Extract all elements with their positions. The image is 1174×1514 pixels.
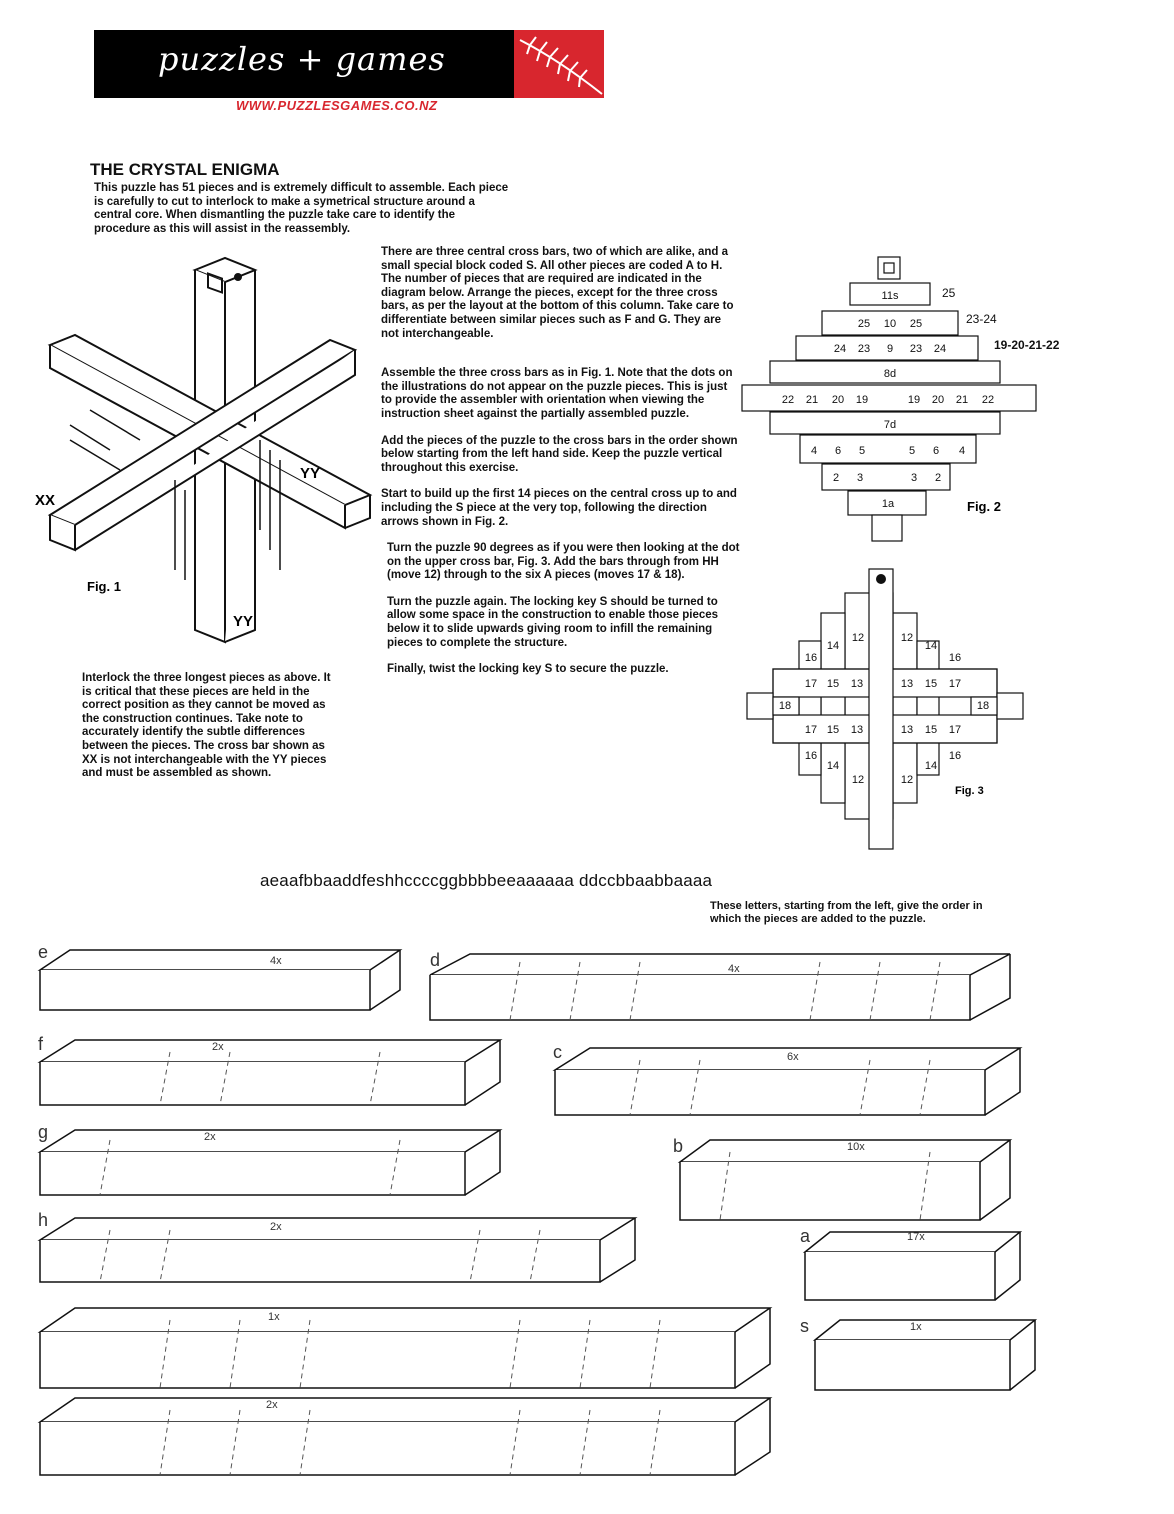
fig2-cell: 10 <box>883 318 897 330</box>
fig2-cell: 5 <box>908 445 916 457</box>
piece-f <box>40 1040 500 1105</box>
piece-code: f <box>38 1034 44 1054</box>
fig2-callout: 25 <box>942 286 956 300</box>
fig3-cell: 13 <box>900 724 914 736</box>
fig3-cell: 17 <box>948 724 962 736</box>
fig2-cell: 4 <box>958 445 966 457</box>
fig2-cell: 5 <box>858 445 866 457</box>
pieces-layout <box>0 940 1174 1500</box>
fig3-cell: 12 <box>851 632 865 644</box>
fig2-cell: 9 <box>886 343 894 355</box>
fig3-cell: 15 <box>924 678 938 690</box>
fig2-cell: 24 <box>833 343 847 355</box>
fig2-cell: 23 <box>909 343 923 355</box>
fig3-cell: 12 <box>900 774 914 786</box>
piece-code: e <box>38 942 49 962</box>
instruction-paragraph: Start to build up the first 14 pieces on the central cross up to and including the S piece at the very top, following the direction arrows shown in Fig. 2. <box>381 488 737 528</box>
fig3-cell: 18 <box>976 700 990 712</box>
fig2-cell: 1a <box>881 498 895 510</box>
fig1-xx-label: XX <box>35 492 56 509</box>
fig2-cell: 11s <box>881 290 899 302</box>
instruction-paragraph: Add the pieces of the puzzle to the cross bars in the order shown below starting from the left hand side. Keep the puzzle vertical throughout this exercise. <box>381 434 738 474</box>
fig2-cell: 2 <box>934 472 942 484</box>
fig2-cell: 3 <box>910 472 918 484</box>
instruction-paragraph: Turn the puzzle 90 degrees as if you were then looking at the dot on the upper cross bar, Fig. 3. Add the bars through from HH (move 12) through to the six A pieces (moves 17 & 18). <box>387 542 740 582</box>
fig3-cell: 17 <box>804 724 818 736</box>
fig3-cell: 16 <box>804 652 818 664</box>
instruction-paragraph: Finally, twist the locking key S to secure the puzzle. <box>387 663 669 676</box>
fig3-cell: 16 <box>948 652 962 664</box>
fig2-cell: 7d <box>883 419 897 431</box>
fig2-cell: 19 <box>855 394 869 406</box>
fig3-cell: 14 <box>924 760 938 772</box>
piece-count: 4x <box>270 955 282 967</box>
fig3-cell: 14 <box>826 640 840 652</box>
website-link[interactable]: WWW.PUZZLESGAMES.CO.NZ <box>236 98 438 113</box>
fig2-cell: 3 <box>856 472 864 484</box>
piece-long-2x <box>40 1398 770 1475</box>
fig2-label: Fig. 2 <box>967 499 1001 514</box>
fig2-cell: 22 <box>981 394 995 406</box>
fig3-cell: 13 <box>900 678 914 690</box>
fig3-cell: 17 <box>948 678 962 690</box>
fig3-cell: 13 <box>850 678 864 690</box>
piece-count: 2x <box>266 1399 278 1411</box>
fig2-cell: 24 <box>933 343 947 355</box>
piece-s <box>815 1320 1035 1390</box>
fig3-cell: 16 <box>948 750 962 762</box>
fig2-cell: 6 <box>834 445 842 457</box>
piece-long-1x <box>40 1308 770 1388</box>
fig2-callout: 23-24 <box>966 312 997 326</box>
fig3-layout-diagram <box>745 565 1035 855</box>
fig2-cell: 2 <box>832 472 840 484</box>
instruction-paragraph: There are three central cross bars, two of which are alike, and a small special block coded S. All other pieces are coded A to H. The number of pieces that are required are indicated in the diagram below. Arrange the pieces, except for the three cross bars, as per the layout at the bottom of this column. Take care to differentiate between similar pieces such as F and G. They are not interchangeable. <box>381 246 734 340</box>
piece-count: 1x <box>268 1311 280 1323</box>
instruction-paragraph: Turn the puzzle again. The locking key S should be turned to allow some space in the construction to enable those pieces below it to slide upwards giving room to infill the remaining pieces to complete the structure. <box>387 595 719 649</box>
assembly-sequence: aeaafbbaaddfeshhccccggbbbbeeaaaaaa ddccbbaabbaaaa <box>260 871 713 890</box>
fig2-cell: 20 <box>831 394 845 406</box>
fig2-cell: 25 <box>857 318 871 330</box>
intro-paragraph: This puzzle has 51 pieces and is extremely difficult to assemble. Each piece is carefully to cut to interlock to make a symetrical structure around a central core. When dismantling the puzzle take care to identify the procedure as this will assist in the reassembly. <box>94 182 509 235</box>
fig2-cell: 19 <box>907 394 921 406</box>
fig3-cell: 14 <box>826 760 840 772</box>
fig3-cell: 15 <box>826 678 840 690</box>
page-title: THE CRYSTAL ENIGMA <box>90 160 280 179</box>
piece-code: g <box>38 1122 49 1142</box>
piece-h <box>40 1218 635 1282</box>
fig2-cell: 4 <box>810 445 818 457</box>
fig3-cell: 18 <box>778 700 792 712</box>
piece-count: 1x <box>910 1321 922 1333</box>
piece-code: h <box>38 1210 49 1230</box>
fig2-cell: 22 <box>781 394 795 406</box>
fig1-label: Fig. 1 <box>87 579 121 594</box>
instruction-paragraph: Assemble the three cross bars as in Fig. 1. Note that the dots on the illustrations do not appear on the puzzle pieces. This is just to provide the assembler with orientation when viewing the instruction sheet against the partially assembled puzzle. <box>381 367 733 420</box>
fig1-crossbars-diagram <box>30 250 375 650</box>
piece-code: d <box>430 950 441 970</box>
fig1-yy-label: YY <box>300 465 321 482</box>
brand-name: puzzles + games <box>158 40 446 78</box>
fig2-callout: 19-20-21-22 <box>994 338 1060 352</box>
fig2-cell: 25 <box>909 318 923 330</box>
sequence-note: These letters, starting from the left, give the order in which the pieces are added to the puzzle. <box>710 900 983 925</box>
fig2-cell: 21 <box>805 394 819 406</box>
fig2-cell: 23 <box>857 343 871 355</box>
fig3-cell: 13 <box>850 724 864 736</box>
piece-count: 2x <box>212 1041 224 1053</box>
fig2-cell: 8d <box>883 368 897 380</box>
instruction-column <box>381 246 741 690</box>
piece-e <box>40 950 400 1010</box>
piece-count: 6x <box>787 1051 799 1063</box>
piece-code: a <box>800 1226 811 1246</box>
piece-count: 2x <box>270 1221 282 1233</box>
fig2-cell: 20 <box>931 394 945 406</box>
fig3-cell: 12 <box>851 774 865 786</box>
fig2-cell: 21 <box>955 394 969 406</box>
piece-count: 17x <box>907 1231 925 1243</box>
fig3-cell: 17 <box>804 678 818 690</box>
piece-count: 4x <box>728 963 740 975</box>
piece-code: c <box>553 1042 562 1062</box>
fig3-cell: 16 <box>804 750 818 762</box>
piece-count: 10x <box>847 1141 865 1153</box>
fig3-cell: 12 <box>900 632 914 644</box>
fig3-cell: 15 <box>826 724 840 736</box>
piece-code: s <box>800 1316 809 1336</box>
fern-icon <box>514 30 604 98</box>
piece-count: 2x <box>204 1131 216 1143</box>
crossbar-note: Interlock the three longest pieces as above. It is critical that these pieces are held in the correct position as they cannot be moved as the construction continues. Take note to accurately identify the subtle differences between the pieces. The cross bar shown as XX is not interchangeable with the YY pieces and must be assembled as shown. <box>82 672 331 780</box>
fig3-label: Fig. 3 <box>955 785 984 797</box>
piece-code: b <box>673 1136 684 1156</box>
fig2-cell: 6 <box>932 445 940 457</box>
fig1-yy-bottom-label: YY <box>233 613 254 630</box>
fig3-cell: 15 <box>924 724 938 736</box>
fig3-cell: 14 <box>924 640 938 652</box>
fig2-layout-diagram <box>740 255 1080 545</box>
piece-g <box>40 1130 500 1195</box>
piece-d <box>430 954 1010 1020</box>
